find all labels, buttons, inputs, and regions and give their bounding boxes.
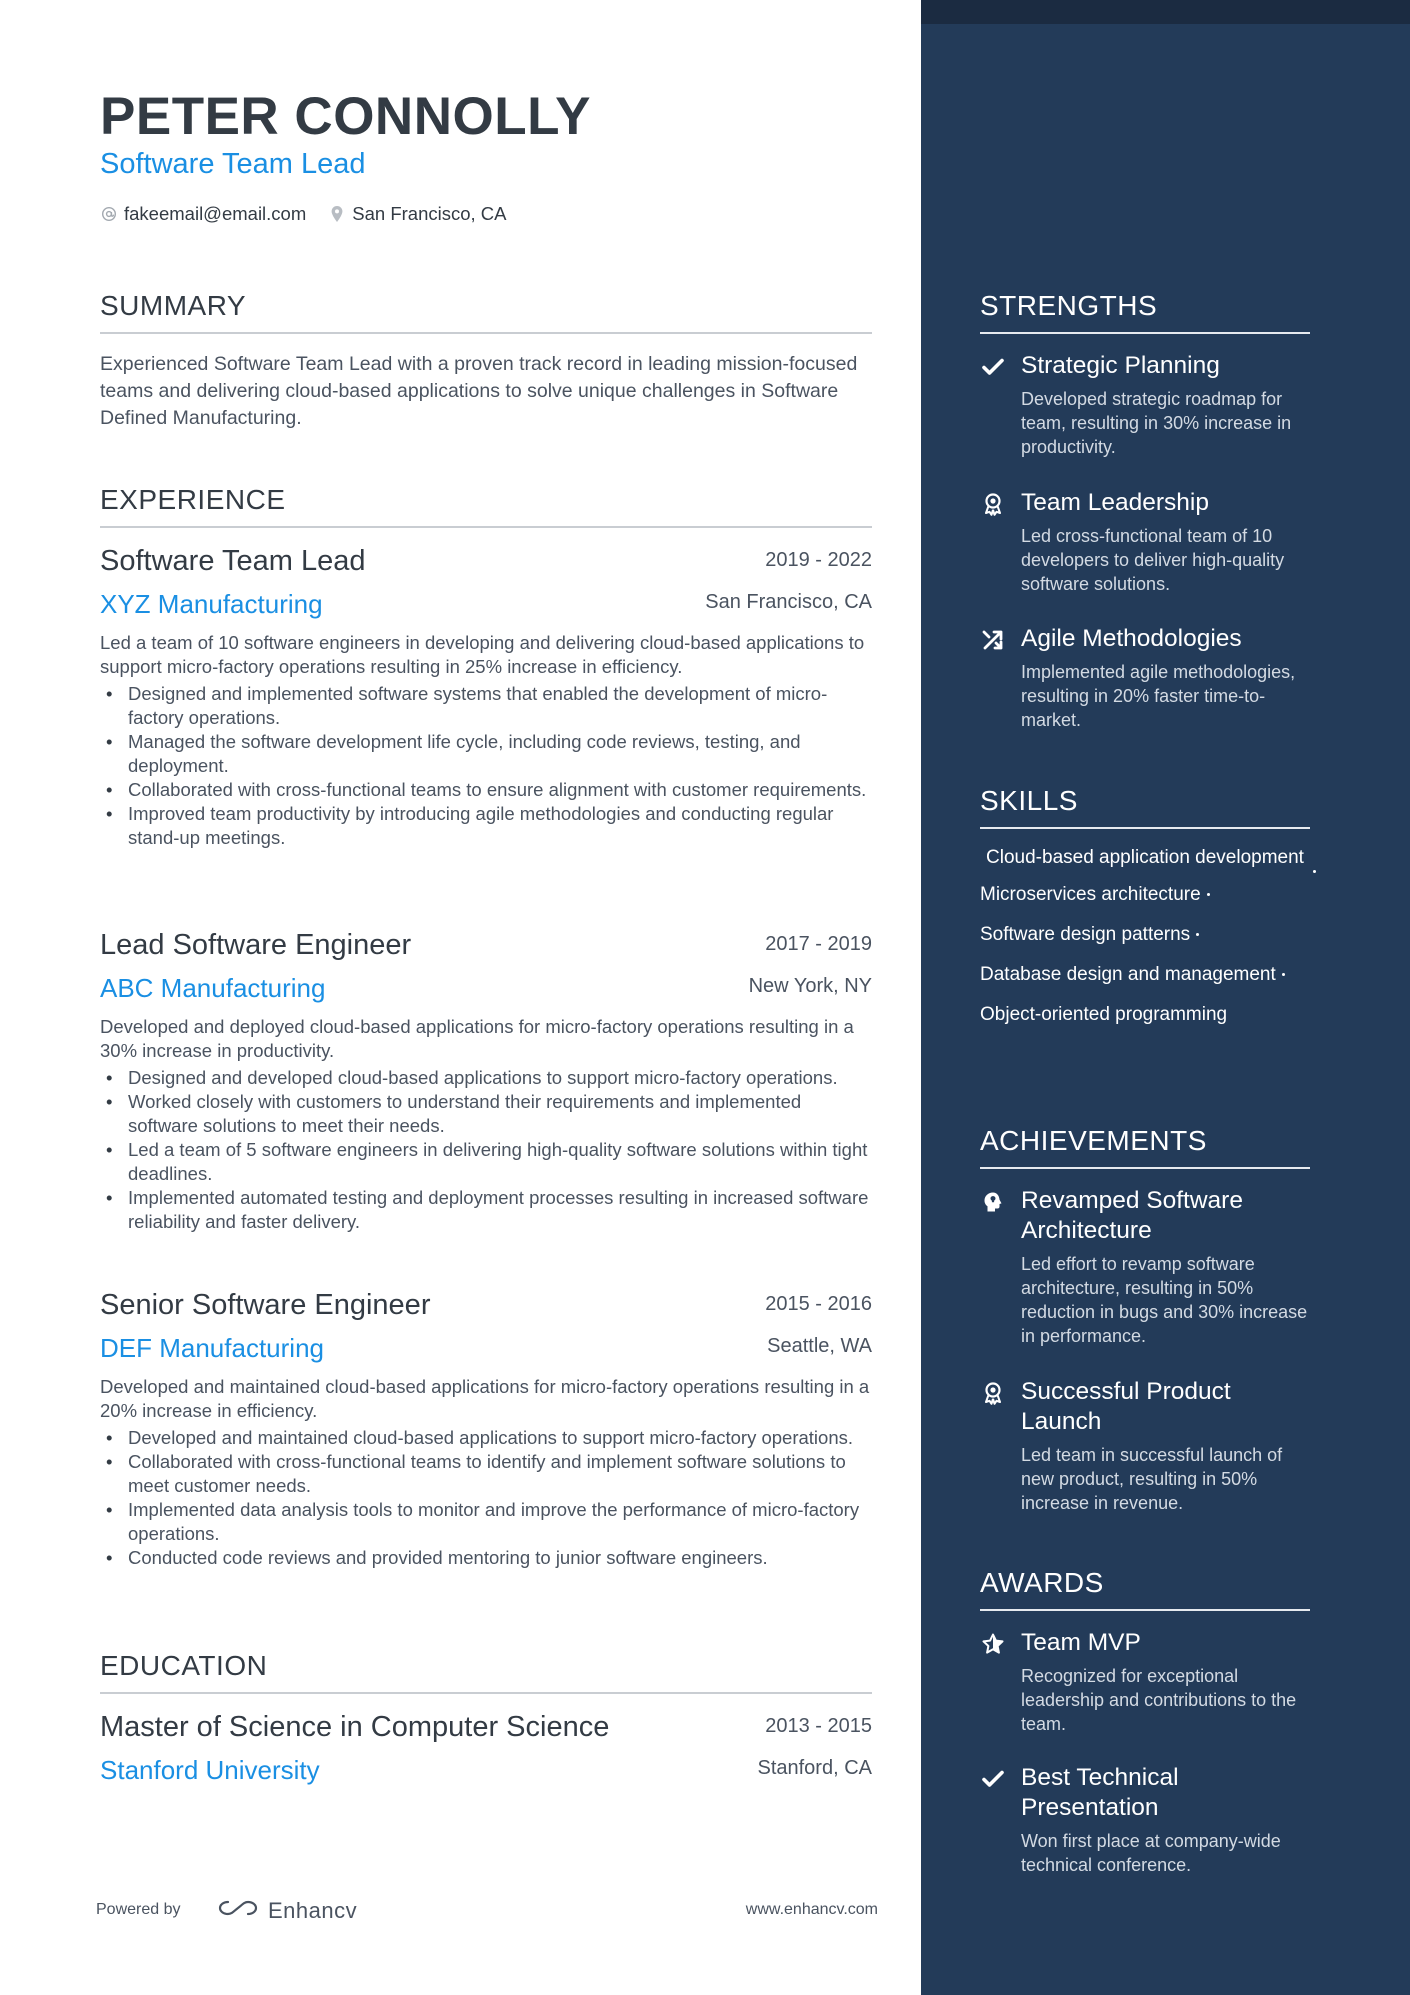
job-dates: 2017 - 2019 xyxy=(765,933,872,955)
head-brain-icon xyxy=(980,1189,1006,1215)
skill-text: Microservices architecture xyxy=(980,884,1201,905)
agile-arrows-icon xyxy=(980,627,1006,653)
skills-heading: SKILLS xyxy=(980,785,1310,829)
strength-title: Agile Methodologies xyxy=(1021,625,1242,652)
job-bullet: • Collaborated with cross-functional teams to identify and implement software solutions to meet customer needs. xyxy=(100,1450,872,1498)
strength-title: Team Leadership xyxy=(1021,489,1209,516)
degree-title: Master of Science in Computer Science xyxy=(100,1711,610,1743)
strengths-heading: STRENGTHS xyxy=(980,290,1310,334)
job-title: Software Team Lead xyxy=(100,545,366,577)
achievement-desc: Led effort to revamp software architecture, resulting in 50% reduction in bugs and 30% increase in performance. xyxy=(1021,1254,1308,1346)
skill-separator xyxy=(1207,893,1210,896)
achievement-item xyxy=(980,1377,1310,1515)
job-bullets xyxy=(100,682,872,850)
strength-item xyxy=(980,351,1310,459)
job-bullets xyxy=(100,1426,872,1570)
achievement-title: Successful Product Launch xyxy=(1021,1378,1231,1435)
skill-text: Database design and management xyxy=(980,964,1276,985)
strength-title: Strategic Planning xyxy=(1021,352,1220,379)
achievement-title: Revamped Software Architecture xyxy=(1021,1187,1243,1244)
skill-tag xyxy=(980,846,1310,870)
job-bullet: • Worked closely with customers to understand their requirements and implemented software solutions to meet their needs. xyxy=(100,1090,872,1138)
skill-separator xyxy=(1313,870,1316,873)
job-bullet: • Conducted code reviews and provided mentoring to junior software engineers. xyxy=(100,1546,872,1570)
sidebar xyxy=(921,0,1410,1995)
strength-item xyxy=(980,488,1310,596)
experience-entry xyxy=(100,545,872,850)
job-company: ABC Manufacturing xyxy=(100,973,326,1003)
candidate-role: Software Team Lead xyxy=(100,148,366,180)
award-item xyxy=(980,1763,1310,1877)
strength-desc: Implemented agile methodologies, resulting in 20% faster time-to-market. xyxy=(1021,662,1296,730)
skills-list xyxy=(980,846,1320,1026)
contact-line xyxy=(100,203,507,225)
job-location: Seattle, WA xyxy=(767,1335,872,1357)
skill-tag xyxy=(980,1004,1320,1026)
job-bullets xyxy=(100,1066,872,1234)
job-bullet: • Implemented data analysis tools to monitor and improve the performance of micro-factory operations. xyxy=(100,1498,872,1546)
experience-entry xyxy=(100,929,872,1234)
experience-entry xyxy=(100,1289,872,1570)
job-bullet: • Implemented automated testing and deployment processes resulting in increased software reliability and faster delivery. xyxy=(100,1186,872,1234)
powered-by-label: Powered by xyxy=(96,1901,181,1918)
awards-heading: AWARDS xyxy=(980,1567,1310,1611)
contact-email[interactable]: fakeemail@email.com xyxy=(124,203,307,224)
job-bullet: • Managed the software development life cycle, including code reviews, testing, and deployment. xyxy=(100,730,872,778)
sidebar-top-band xyxy=(921,0,1410,24)
candidate-name: PETER CONNOLLY xyxy=(100,87,591,146)
skill-text: Software design patterns xyxy=(980,924,1191,945)
strength-desc: Led cross-functional team of 10 developers to deliver high-quality software solutions. xyxy=(1021,526,1285,594)
enhancv-logo-text: Enhancv xyxy=(268,1897,358,1923)
check-icon xyxy=(980,1766,1006,1792)
award-desc: Recognized for exceptional leadership and contributions to the team. xyxy=(1021,1666,1297,1734)
award-item xyxy=(980,1628,1310,1736)
website-link[interactable]: www.enhancv.com xyxy=(745,1901,878,1918)
footer xyxy=(96,1896,878,1926)
award-title: Team MVP xyxy=(1021,1629,1141,1656)
award-medal-icon xyxy=(980,491,1006,517)
strength-desc: Developed strategic roadmap for team, resulting in 30% increase in productivity. xyxy=(1021,389,1292,457)
star-icon xyxy=(980,1631,1006,1657)
location-pin-icon xyxy=(328,205,346,223)
achievement-desc: Led team in successful launch of new product, resulting in 50% increase in revenue. xyxy=(1021,1445,1283,1513)
strength-item xyxy=(980,624,1310,732)
education-dates: 2013 - 2015 xyxy=(765,1715,872,1737)
at-sign-icon xyxy=(100,205,118,223)
job-bullet: • Collaborated with cross-functional teams to ensure alignment with customer requirements. xyxy=(100,778,872,802)
check-icon xyxy=(980,354,1006,380)
job-description: Developed and maintained cloud-based applications for micro-factory operations resulting in a 20% increase in efficiency. xyxy=(100,1376,870,1421)
job-description: Developed and deployed cloud-based applications for micro-factory operations resulting in a 30% increase in productivity. xyxy=(100,1016,854,1061)
skill-tag xyxy=(980,964,1320,986)
job-bullet: • Led a team of 5 software engineers in delivering high-quality software solutions within tight deadlines. xyxy=(100,1138,872,1186)
enhancv-logo[interactable] xyxy=(214,1896,357,1925)
education-heading: EDUCATION xyxy=(100,1650,872,1694)
job-bullet: • Improved team productivity by introducing agile methodologies and conducting regular stand-up meetings. xyxy=(100,802,872,850)
job-dates: 2019 - 2022 xyxy=(765,549,872,571)
achievement-item xyxy=(980,1186,1310,1348)
skill-tag xyxy=(980,924,1320,946)
award-medal-icon xyxy=(980,1380,1006,1406)
education-entry xyxy=(100,1711,872,1797)
job-description: Led a team of 10 software engineers in developing and delivering cloud-based applications to support micro-factory operations resulting in 25% increase in efficiency. xyxy=(100,632,865,677)
job-dates: 2015 - 2016 xyxy=(765,1293,872,1315)
experience-heading: EXPERIENCE xyxy=(100,484,872,528)
contact-location: San Francisco, CA xyxy=(352,203,507,224)
skill-separator xyxy=(1282,973,1285,976)
job-title: Senior Software Engineer xyxy=(100,1289,431,1321)
skill-text: Object-oriented programming xyxy=(980,1004,1228,1025)
school-location: Stanford, CA xyxy=(757,1757,872,1779)
job-bullet: • Developed and maintained cloud-based applications to support micro-factory operations. xyxy=(100,1426,872,1450)
school-name: Stanford University xyxy=(100,1755,320,1785)
job-location: New York, NY xyxy=(748,975,872,997)
job-title: Lead Software Engineer xyxy=(100,929,412,961)
summary-text: Experienced Software Team Lead with a proven track record in leading mission-focused teams and delivering cloud-based applications to solve unique challenges in Software Defined Manufacturing. xyxy=(100,353,858,429)
summary-heading: SUMMARY xyxy=(100,290,872,334)
job-company: DEF Manufacturing xyxy=(100,1333,324,1363)
enhancv-logo-icon xyxy=(214,1896,262,1925)
award-title: Best Technical Presentation xyxy=(1021,1764,1179,1821)
job-company: XYZ Manufacturing xyxy=(100,589,323,619)
skill-tag xyxy=(980,884,1320,906)
achievements-heading: ACHIEVEMENTS xyxy=(980,1125,1310,1169)
job-bullet: • Designed and developed cloud-based applications to support micro-factory operations. xyxy=(100,1066,872,1090)
skill-separator xyxy=(1196,933,1199,936)
skill-text: Cloud-based application development xyxy=(986,847,1304,868)
job-bullet: • Designed and implemented software systems that enabled the development of micro-factory operations. xyxy=(100,682,872,730)
job-location: San Francisco, CA xyxy=(705,591,872,613)
award-desc: Won first place at company-wide technical conference. xyxy=(1021,1831,1281,1875)
